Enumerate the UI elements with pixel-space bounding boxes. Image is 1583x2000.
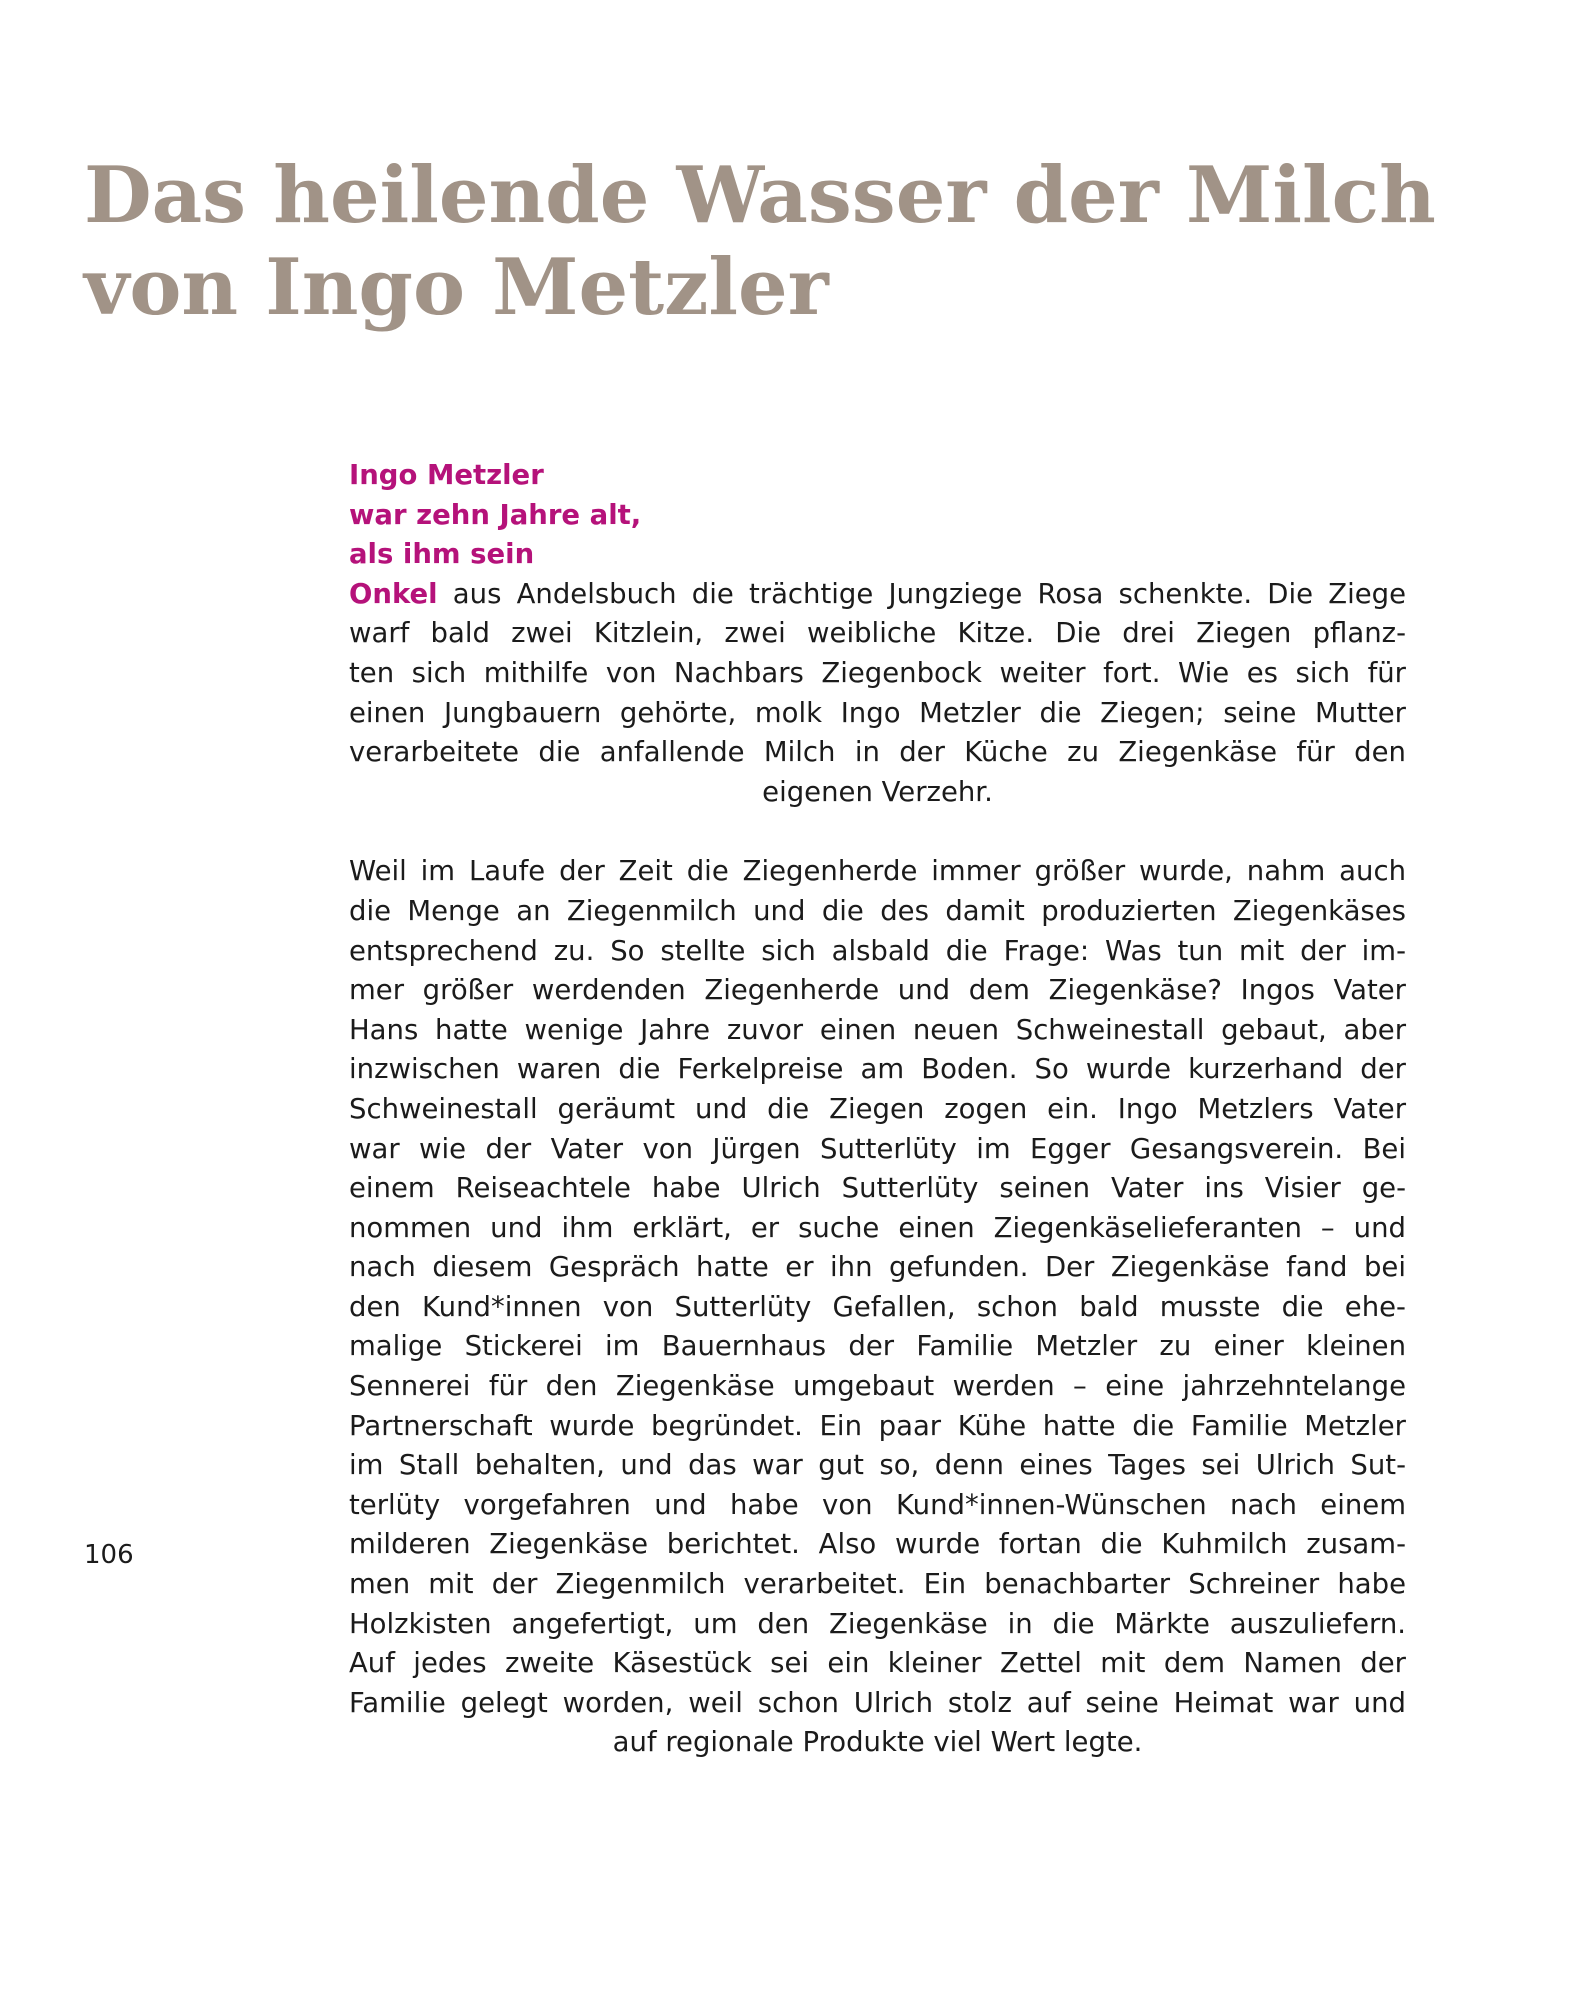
paragraph-line: milderen Ziegenkäse berichtet. Also wurde fortan die Kuhmilch zusam- <box>349 1528 1406 1561</box>
paragraph-line: nach diesem Gespräch hatte er ihn gefunden. Der Ziegenkäse fand bei <box>349 1251 1406 1284</box>
paragraph-line: Sennerei für den Ziegenkäse umgebaut werden – eine jahrzehntelange <box>349 1370 1406 1403</box>
paragraph-line: einen Jungbauern gehörte, molk Ingo Metzler die Ziegen; seine Mutter <box>349 696 1406 729</box>
paragraph-line: Weil im Laufe der Zeit die Ziegenherde immer größer wurde, nahm auch <box>349 855 1406 888</box>
paragraph-line: Holzkisten angefertigt, um den Ziegenkäse in die Märkte auszuliefern. <box>349 1607 1406 1640</box>
paragraph-line: war wie der Vater von Jürgen Sutterlüty im Egger Gesangsverein. Bei <box>349 1132 1406 1165</box>
paragraph-line: auf regionale Produkte viel Wert legte. <box>612 1726 1143 1759</box>
intro-accent-line: als ihm sein <box>349 538 535 571</box>
main-paragraph <box>349 852 1406 1763</box>
body-text-column <box>349 456 1406 1763</box>
paragraph-line: mer größer werdenden Ziegenherde und dem Ziegenkäse? Ingos Vater <box>349 974 1406 1007</box>
paragraph-line: den Kund*innen von Sutterlüty Gefallen, schon bald musste die ehe- <box>349 1290 1406 1323</box>
intro-accent-word: Onkel <box>349 577 438 610</box>
paragraph-line: men mit der Ziegenmilch verarbeitet. Ein benachbarter Schreiner habe <box>349 1568 1406 1601</box>
chapter-title-line-1: Das heilende Wasser der Milch <box>84 150 1436 241</box>
paragraph-line: Schweinestall geräumt und die Ziegen zogen ein. Ingo Metzlers Vater <box>349 1092 1406 1125</box>
paragraph-line: eigenen Verzehr. <box>762 775 993 808</box>
paragraph-line: warf bald zwei Kitzlein, zwei weibliche Kitze. Die drei Ziegen pflanz- <box>349 617 1406 650</box>
paragraph-line: entsprechend zu. So stellte sich alsbald die Frage: Was tun mit der im- <box>349 934 1406 967</box>
paragraph-line: nommen und ihm erklärt, er suche einen Ziegenkäselieferanten – und <box>349 1211 1406 1244</box>
chapter-title-line-2: von Ingo Metzler <box>84 242 829 333</box>
paragraph-line: ten sich mithilfe von Nachbars Ziegenbock weiter fort. Wie es sich für <box>349 656 1406 689</box>
intro-accent-line: war zehn Jahre alt, <box>349 498 642 531</box>
paragraph-line: Partnerschaft wurde begründet. Ein paar Kühe hatte die Familie Metzler <box>349 1409 1406 1442</box>
paragraph-line <box>349 575 1406 615</box>
paragraph-line: inzwischen waren die Ferkelpreise am Boden. So wurde kurzerhand der <box>349 1053 1406 1086</box>
paragraph-line: malige Stickerei im Bauernhaus der Familie Metzler zu einer kleinen <box>349 1330 1406 1363</box>
paragraph-line: einem Reiseachtele habe Ulrich Sutterlüty seinen Vater ins Visier ge- <box>349 1172 1406 1205</box>
paragraph-line: im Stall behalten, und das war gut so, denn eines Tages sei Ulrich Sut- <box>349 1449 1406 1482</box>
page-number: 106 <box>84 1540 134 1570</box>
paragraph-line: die Menge an Ziegenmilch und die des damit produzierten Ziegenkäses <box>349 894 1406 927</box>
paragraph-line: verarbeitete die anfallende Milch in der Küche zu Ziegenkäse für den <box>349 736 1406 769</box>
paragraph-line: terlüty vorgefahren und habe von Kund*innen-Wünschen nach einem <box>349 1488 1406 1521</box>
intro-first-line-rest: aus Andelsbuch die trächtige Jungziege Rosa schenkte. Die Ziege <box>437 577 1406 610</box>
chapter-title <box>84 150 1484 334</box>
paragraph-line: Familie gelegt worden, weil schon Ulrich stolz auf seine Heimat war und <box>349 1686 1406 1719</box>
paragraph-line: Auf jedes zweite Käsestück sei ein kleiner Zettel mit dem Namen der <box>349 1647 1406 1680</box>
paragraph-spacer <box>349 812 1406 852</box>
paragraph-line: Hans hatte wenige Jahre zuvor einen neuen Schweinestall gebaut, aber <box>349 1013 1406 1046</box>
intro-accent-line: Ingo Metzler <box>349 459 544 491</box>
intro-paragraph <box>349 456 1406 812</box>
